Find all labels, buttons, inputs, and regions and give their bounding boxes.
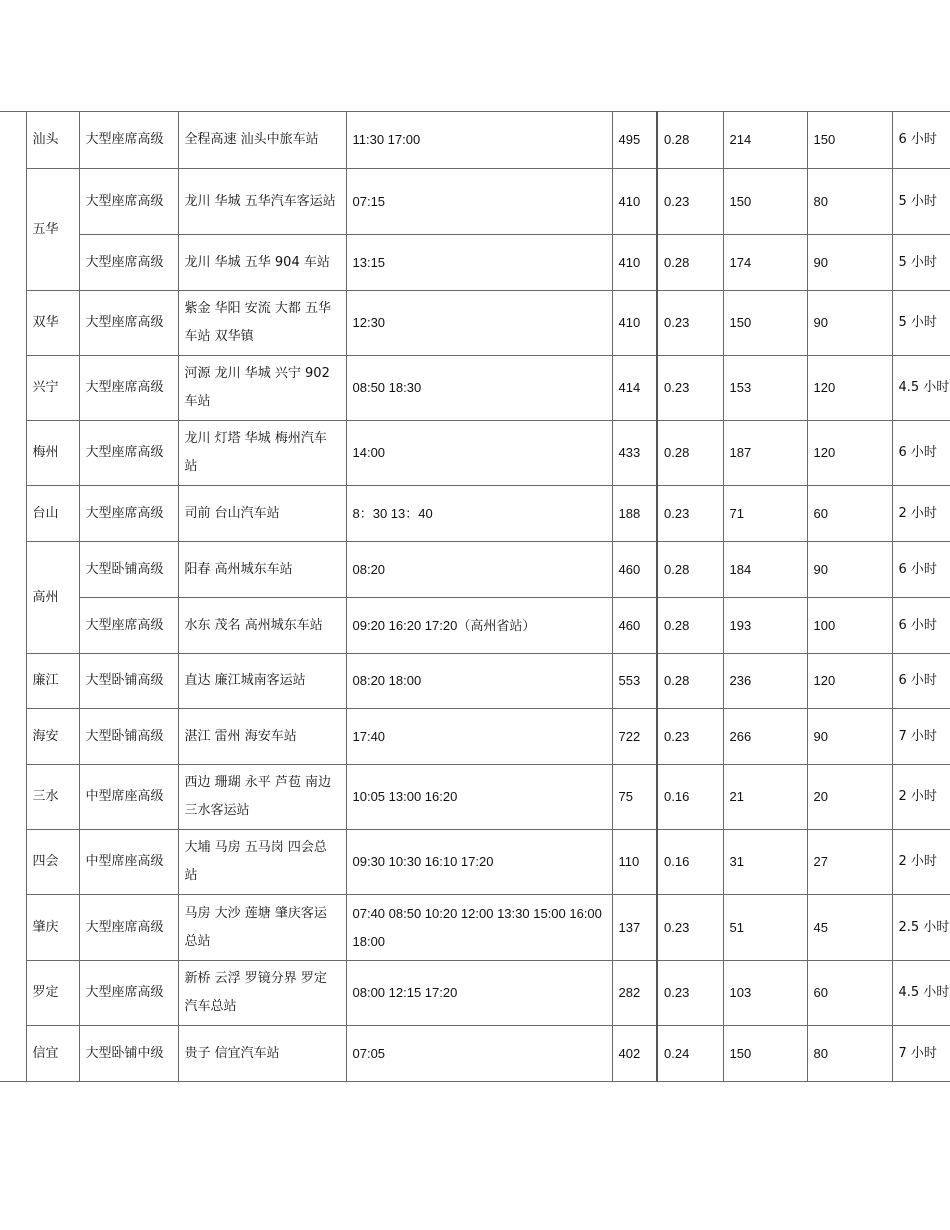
fare-cell: 266 xyxy=(723,709,807,765)
fare-cell: 51 xyxy=(723,895,807,961)
distance-cell: 410 xyxy=(612,235,657,291)
bus-type-cell: 大型座席高级 xyxy=(79,598,178,654)
departure-times-cell: 07:40 08:50 10:20 12:00 13:30 15:00 16:00 18:00 xyxy=(346,895,612,961)
bus-type-cell: 大型座席高级 xyxy=(79,169,178,235)
duration-cell: 6 小时 xyxy=(892,421,950,486)
table-row xyxy=(0,598,950,654)
fare-cell: 150 xyxy=(723,1026,807,1082)
duration-cell: 6 小时 xyxy=(892,654,950,709)
distance-cell: 414 xyxy=(612,356,657,421)
discount-fare-cell: 60 xyxy=(807,486,892,542)
destination-cell: 高州 xyxy=(26,542,79,654)
rate-cell: 0.23 xyxy=(657,486,723,542)
distance-cell: 495 xyxy=(612,112,657,169)
bus-type-cell: 大型座席高级 xyxy=(79,421,178,486)
bus-type-cell: 大型卧铺高级 xyxy=(79,542,178,598)
destination-cell: 海安 xyxy=(26,709,79,765)
route-cell: 湛江 雷州 海安车站 xyxy=(178,709,346,765)
destination-cell: 三水 xyxy=(26,765,79,830)
table-row xyxy=(0,421,950,486)
rate-cell: 0.23 xyxy=(657,291,723,356)
discount-fare-cell: 27 xyxy=(807,830,892,895)
discount-fare-cell: 90 xyxy=(807,235,892,291)
distance-cell: 402 xyxy=(612,1026,657,1082)
rate-cell: 0.23 xyxy=(657,356,723,421)
discount-fare-cell: 120 xyxy=(807,654,892,709)
left-margin-cell xyxy=(0,112,26,1082)
destination-cell: 双华 xyxy=(26,291,79,356)
departure-times-cell: 08:20 18:00 xyxy=(346,654,612,709)
route-cell: 阳春 高州城东车站 xyxy=(178,542,346,598)
discount-fare-cell: 20 xyxy=(807,765,892,830)
destination-cell: 汕头 xyxy=(26,112,79,169)
discount-fare-cell: 100 xyxy=(807,598,892,654)
route-cell: 龙川 灯塔 华城 梅州汽车站 xyxy=(178,421,346,486)
table-row xyxy=(0,356,950,421)
departure-times-cell: 07:15 xyxy=(346,169,612,235)
table-row xyxy=(0,830,950,895)
rate-cell: 0.28 xyxy=(657,235,723,291)
table-row xyxy=(0,765,950,830)
rate-cell: 0.23 xyxy=(657,895,723,961)
bus-type-cell: 中型席座高级 xyxy=(79,830,178,895)
table-row xyxy=(0,486,950,542)
departure-times-cell: 17:40 xyxy=(346,709,612,765)
destination-cell: 廉江 xyxy=(26,654,79,709)
discount-fare-cell: 90 xyxy=(807,291,892,356)
destination-cell: 兴宁 xyxy=(26,356,79,421)
fare-cell: 184 xyxy=(723,542,807,598)
table-row xyxy=(0,291,950,356)
bus-route-table xyxy=(0,111,950,1082)
route-cell: 贵子 信宜汽车站 xyxy=(178,1026,346,1082)
duration-cell: 2 小时 xyxy=(892,765,950,830)
fare-cell: 174 xyxy=(723,235,807,291)
bus-type-cell: 大型座席高级 xyxy=(79,235,178,291)
distance-cell: 410 xyxy=(612,169,657,235)
departure-times-cell: 09:30 10:30 16:10 17:20 xyxy=(346,830,612,895)
rate-cell: 0.16 xyxy=(657,830,723,895)
duration-cell: 5 小时 xyxy=(892,169,950,235)
destination-cell: 信宜 xyxy=(26,1026,79,1082)
table-row xyxy=(0,169,950,235)
departure-times-cell: 08:20 xyxy=(346,542,612,598)
distance-cell: 188 xyxy=(612,486,657,542)
rate-cell: 0.16 xyxy=(657,765,723,830)
table-row xyxy=(0,895,950,961)
route-cell: 全程高速 汕头中旅车站 xyxy=(178,112,346,169)
departure-times-cell: 8：30 13：40 xyxy=(346,486,612,542)
discount-fare-cell: 80 xyxy=(807,1026,892,1082)
departure-times-cell: 12:30 xyxy=(346,291,612,356)
rate-cell: 0.28 xyxy=(657,598,723,654)
distance-cell: 75 xyxy=(612,765,657,830)
discount-fare-cell: 60 xyxy=(807,961,892,1026)
duration-cell: 5 小时 xyxy=(892,235,950,291)
distance-cell: 410 xyxy=(612,291,657,356)
duration-cell: 7 小时 xyxy=(892,709,950,765)
duration-cell: 7 小时 xyxy=(892,1026,950,1082)
rate-cell: 0.28 xyxy=(657,542,723,598)
bus-type-cell: 大型座席高级 xyxy=(79,112,178,169)
rate-cell: 0.28 xyxy=(657,112,723,169)
discount-fare-cell: 90 xyxy=(807,542,892,598)
fare-cell: 150 xyxy=(723,169,807,235)
rate-cell: 0.23 xyxy=(657,169,723,235)
duration-cell: 6 小时 xyxy=(892,112,950,169)
destination-cell: 罗定 xyxy=(26,961,79,1026)
route-cell: 河源 龙川 华城 兴宁 902 车站 xyxy=(178,356,346,421)
bus-type-cell: 大型座席高级 xyxy=(79,291,178,356)
duration-cell: 2 小时 xyxy=(892,486,950,542)
bus-type-cell: 大型座席高级 xyxy=(79,486,178,542)
fare-cell: 236 xyxy=(723,654,807,709)
duration-cell: 6 小时 xyxy=(892,598,950,654)
destination-cell: 台山 xyxy=(26,486,79,542)
discount-fare-cell: 45 xyxy=(807,895,892,961)
duration-cell: 4.5 小时 xyxy=(892,356,950,421)
distance-cell: 110 xyxy=(612,830,657,895)
fare-cell: 21 xyxy=(723,765,807,830)
discount-fare-cell: 80 xyxy=(807,169,892,235)
duration-cell: 4.5 小时 xyxy=(892,961,950,1026)
bus-type-cell: 大型座席高级 xyxy=(79,895,178,961)
departure-times-cell: 07:05 xyxy=(346,1026,612,1082)
discount-fare-cell: 120 xyxy=(807,421,892,486)
table-row xyxy=(0,1026,950,1082)
table-row xyxy=(0,542,950,598)
distance-cell: 137 xyxy=(612,895,657,961)
destination-cell: 四会 xyxy=(26,830,79,895)
distance-cell: 460 xyxy=(612,542,657,598)
discount-fare-cell: 120 xyxy=(807,356,892,421)
distance-cell: 553 xyxy=(612,654,657,709)
rate-cell: 0.28 xyxy=(657,421,723,486)
fare-cell: 187 xyxy=(723,421,807,486)
bus-type-cell: 中型席座高级 xyxy=(79,765,178,830)
rate-cell: 0.24 xyxy=(657,1026,723,1082)
distance-cell: 282 xyxy=(612,961,657,1026)
fare-cell: 214 xyxy=(723,112,807,169)
departure-times-cell: 11:30 17:00 xyxy=(346,112,612,169)
route-cell: 直达 廉江城南客运站 xyxy=(178,654,346,709)
route-cell: 龙川 华城 五华汽车客运站 xyxy=(178,169,346,235)
bus-type-cell: 大型卧铺高级 xyxy=(79,654,178,709)
table-row xyxy=(0,961,950,1026)
fare-cell: 193 xyxy=(723,598,807,654)
distance-cell: 722 xyxy=(612,709,657,765)
route-cell: 西边 珊瑚 永平 芦苞 南边 三水客运站 xyxy=(178,765,346,830)
discount-fare-cell: 90 xyxy=(807,709,892,765)
rate-cell: 0.23 xyxy=(657,709,723,765)
bus-type-cell: 大型座席高级 xyxy=(79,356,178,421)
distance-cell: 433 xyxy=(612,421,657,486)
fare-cell: 150 xyxy=(723,291,807,356)
route-cell: 水东 茂名 高州城东车站 xyxy=(178,598,346,654)
destination-cell: 梅州 xyxy=(26,421,79,486)
duration-cell: 2.5 小时 xyxy=(892,895,950,961)
route-cell: 龙川 华城 五华 904 车站 xyxy=(178,235,346,291)
departure-times-cell: 09:20 16:20 17:20（高州省站） xyxy=(346,598,612,654)
departure-times-cell: 10:05 13:00 16:20 xyxy=(346,765,612,830)
departure-times-cell: 08:00 12:15 17:20 xyxy=(346,961,612,1026)
route-table-sheet xyxy=(0,111,950,1082)
route-cell: 马房 大沙 莲塘 肇庆客运总站 xyxy=(178,895,346,961)
duration-cell: 5 小时 xyxy=(892,291,950,356)
departure-times-cell: 13:15 xyxy=(346,235,612,291)
departure-times-cell: 14:00 xyxy=(346,421,612,486)
fare-cell: 31 xyxy=(723,830,807,895)
discount-fare-cell: 150 xyxy=(807,112,892,169)
table-row xyxy=(0,709,950,765)
table-row xyxy=(0,235,950,291)
route-cell: 新桥 云浮 罗镜分界 罗定汽车总站 xyxy=(178,961,346,1026)
destination-cell: 肇庆 xyxy=(26,895,79,961)
destination-cell: 五华 xyxy=(26,169,79,291)
route-cell: 大埔 马房 五马岗 四会总站 xyxy=(178,830,346,895)
table-row xyxy=(0,112,950,169)
duration-cell: 2 小时 xyxy=(892,830,950,895)
route-cell: 司前 台山汽车站 xyxy=(178,486,346,542)
table-row xyxy=(0,654,950,709)
fare-cell: 71 xyxy=(723,486,807,542)
duration-cell: 6 小时 xyxy=(892,542,950,598)
bus-type-cell: 大型卧铺中级 xyxy=(79,1026,178,1082)
fare-cell: 153 xyxy=(723,356,807,421)
bus-type-cell: 大型座席高级 xyxy=(79,961,178,1026)
route-cell: 紫金 华阳 安流 大都 五华车站 双华镇 xyxy=(178,291,346,356)
rate-cell: 0.28 xyxy=(657,654,723,709)
fare-cell: 103 xyxy=(723,961,807,1026)
departure-times-cell: 08:50 18:30 xyxy=(346,356,612,421)
bus-type-cell: 大型卧铺高级 xyxy=(79,709,178,765)
rate-cell: 0.23 xyxy=(657,961,723,1026)
distance-cell: 460 xyxy=(612,598,657,654)
